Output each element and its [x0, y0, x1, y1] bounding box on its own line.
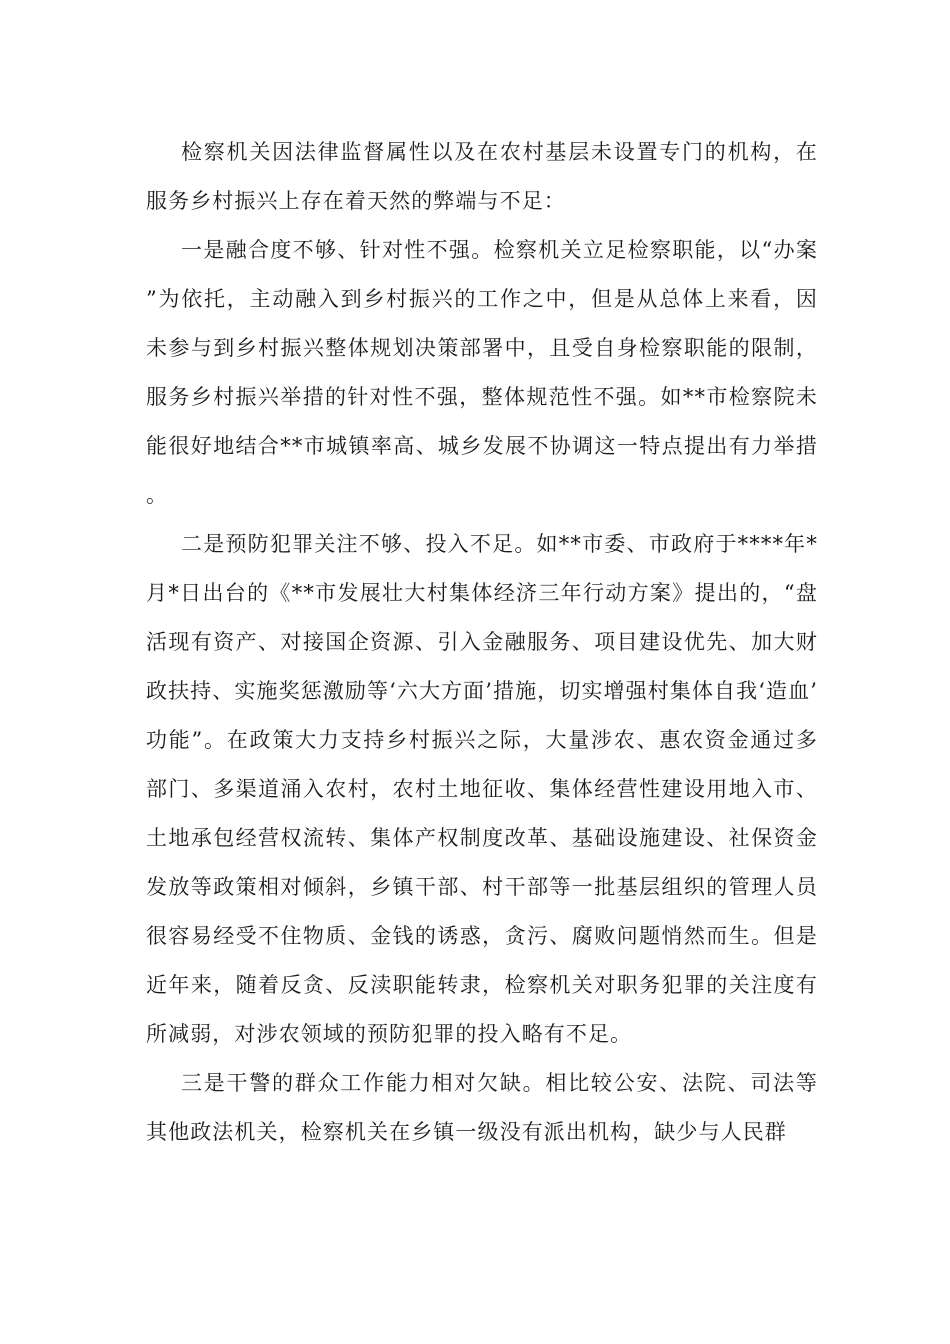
paragraph-point-three: 三是干警的群众工作能力相对欠缺。相比较公安、法院、司法等其他政法机关，检察机关在乡镇一级没有派出机构，缺少与人民群	[146, 1071, 818, 1144]
paragraph-point-two: 二是预防犯罪关注不够、投入不足。如**市委、市政府于****年*月*日出台的《**市发展壮大村集体经济三年行动方案》提出的，“盘活现有资产、对接国企资源、引入金融服务、项目建设优先、加大财政扶持、实施奖惩激励等‘六大方面’措施，切实增强村集体自我‘造血’功能”。在政策大力支持乡村振兴之际，大量涉农、惠农资金通过多部门、多渠道涌入农村，农村土地征收、集体经营性建设用地入市、土地承包经营权流转、集体产权制度改革、基础设施建设、社保资金发放等政策相对倾斜，乡镇干部、村干部等一批基层组织的管理人员很容易经受不住物质、金钱的诱惑，贪污、腐败问题悄然而生。但是近年来，随着反贪、反渎职能转隶，检察机关对职务犯罪的关注度有所减弱，对涉农领域的预防犯罪的投入略有不足。	[146, 532, 818, 1046]
paragraph-point-one: 一是融合度不够、针对性不强。检察机关立足检察职能，以“办案”为依托，主动融入到乡村振兴的工作之中，但是从总体上来看，因未参与到乡村振兴整体规划决策部署中，且受自身检察职能的限制，服务乡村振兴举措的针对性不强，整体规范性不强。如**市检察院未能很好地结合**市城镇率高、城乡发展不协调这一特点提出有力举措。	[146, 238, 818, 507]
paragraph-intro: 检察机关因法律监督属性以及在农村基层未设置专门的机构，在服务乡村振兴上存在着天然的弊端与不足：	[146, 140, 818, 213]
document-body	[146, 128, 818, 1157]
